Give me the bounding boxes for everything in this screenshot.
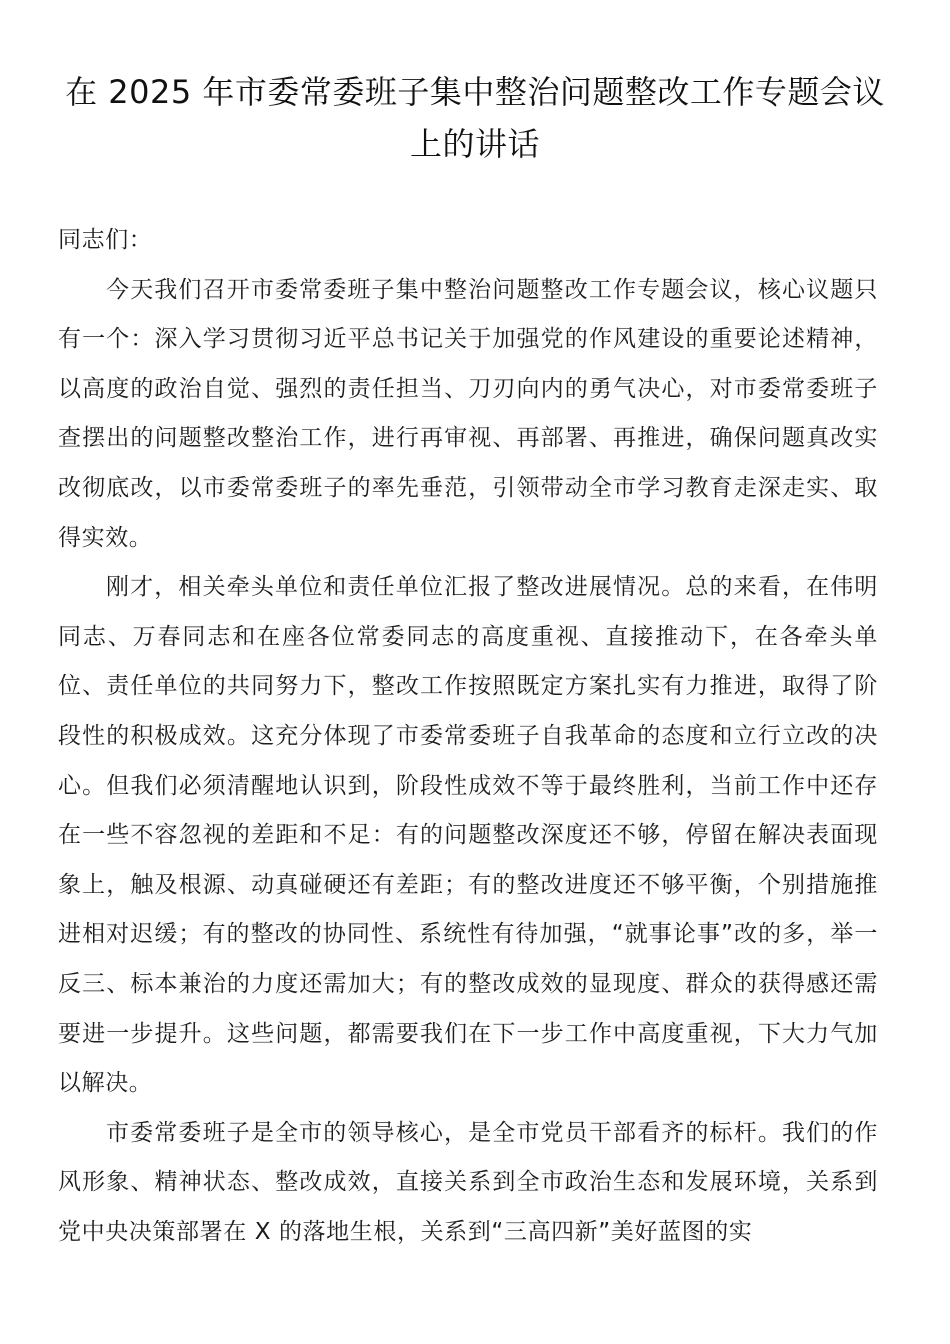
- paragraph-3: 市委常委班子是全市的领导核心，是全市党员干部看齐的标杆。我们的作风形象、精神状态、整改成效，直接关系到全市政治生态和发展环境，关系到党中央决策部署在 X 的落地生根，关系到“三高四新”美好蓝图的实: [58, 1119, 878, 1245]
- document-title: 在 2025 年市委常委班子集中整治问题整改工作专题会议上的讲话: [65, 73, 885, 163]
- paragraph-2: 刚才，相关牵头单位和责任单位汇报了整改进展情况。总的来看，在伟明同志、万春同志和在座各位常委同志的高度重视、直接推动下，在各牵头单位、责任单位的共同努力下，整改工作按照既定方案扎实有力推进，取得了阶段性的积极成效。这充分体现了市委常委班子自我革命的态度和立行立改的决心。但我们必须清醒地认识到，阶段性成效不等于最终胜利，当前工作中还存在一些不容忽视的差距和不足：有的问题整改深度还不够，停留在解决表面现象上，触及根源、动真碰硬还有差距；有的整改进度还不够平衡，个别措施推进相对迟缓；有的整改的协同性、系统性有待加强，“就事论事”改的多，举一反三、标本兼治的力度还需加大；有的整改成效的显现度、群众的获得感还需要进一步提升。这些问题，都需要我们在下一步工作中高度重视，下大力气加以解决。: [58, 574, 878, 1097]
- document-body: [58, 216, 878, 1257]
- paragraph-1: 今天我们召开市委常委班子集中整治问题整改工作专题会议，核心议题只有一个：深入学习贯彻习近平总书记关于加强党的作风建设的重要论述精神，以高度的政治自觉、强烈的责任担当、刀刃向内的勇气决心，对市委常委班子查摆出的问题整改整治工作，进行再审视、再部署、再推进，确保问题真改实改彻底改，以市委常委班子的率先垂范，引领带动全市学习教育走深走实、取得实效。: [58, 276, 878, 551]
- salutation: 同志们：: [58, 227, 153, 253]
